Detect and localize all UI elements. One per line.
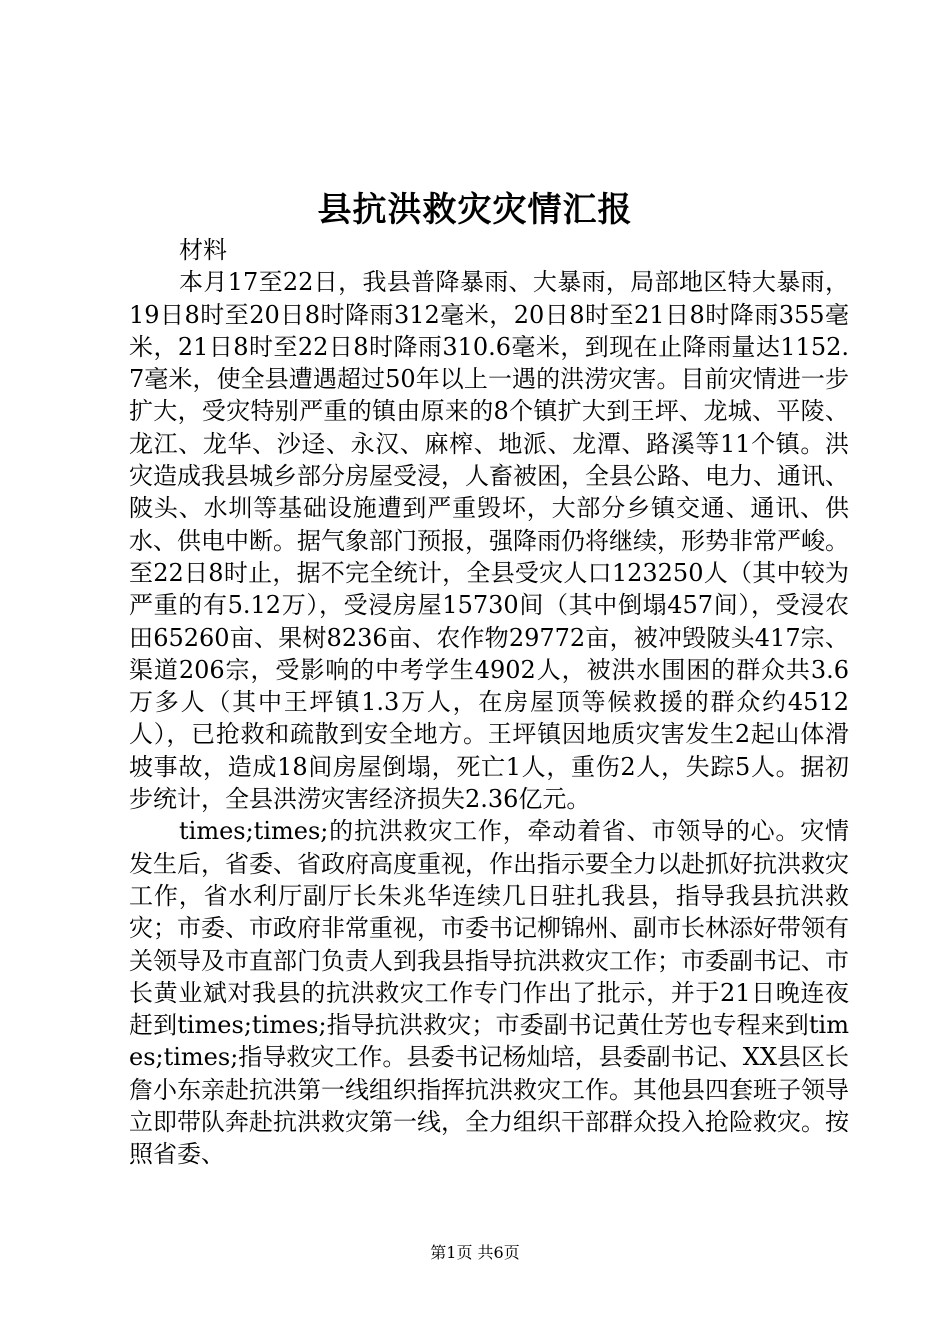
paragraph-leadership-response: times;times;的抗洪救灾工作，牵动着省、市领导的心。灾情发生后，省委、省政府高度重视，作出指示要全力以赴抓好抗洪救灾工作，省水利厅副厅长朱兆华连续几日驻扎我县，指导我县抗洪救灾；市委、市政府非常重视，市委书记柳锦州、副市长林添好带领有关领导及市直部门负责人到我县指导抗洪救灾工作；市委副书记、市长黄业斌对我县的抗洪救灾工作专门作出了批示，并于21日晚连夜赶到times;times;指导抗洪救灾；市委副书记黄仕芳也专程来到times;times;指导救灾工作。县委书记杨灿培，县委副书记、XX县区长詹小东亲赴抗洪第一线组织指挥抗洪救灾工作。其他县四套班子领导立即带队奔赴抗洪救灾第一线，全力组织干部群众投入抢险救灾。按照省委、 [129, 817, 849, 1169]
document-body [129, 234, 849, 1171]
document-title: 县抗洪救灾灾情汇报 [317, 190, 633, 230]
page-indicator: 第1页 共6页 [430, 1243, 520, 1262]
material-label: 材料 [179, 236, 227, 264]
paragraph-disaster-situation: 本月17至22日，我县普降暴雨、大暴雨，局部地区特大暴雨，19日8时至20日8时降雨312毫米，20日8时至21日8时降雨355毫米，21日8时至22日8时降雨310.6毫米，到现在止降雨量达1152.7毫米，使全县遭遇超过50年以上一遇的洪涝灾害。目前灾情进一步扩大，受灾特别严重的镇由原来的8个镇扩大到王坪、龙城、平陵、龙江、龙华、沙迳、永汉、麻榨、地派、龙潭、路溪等11个镇。洪灾造成我县城乡部分房屋受浸，人畜被困，全县公路、电力、通讯、陂头、水圳等基础设施遭到严重毁坏，大部分乡镇交通、通讯、供水、供电中断。据气象部门预报，强降雨仍将继续，形势非常严峻。至22日8时止，据不完全统计，全县受灾人口123250人（其中较为严重的有5.12万），受浸房屋15730间（其中倒塌457间），受浸农田65260亩、果树8236亩、农作物29772亩，被冲毁陂头417宗、渠道206宗，受影响的中考学生4902人，被洪水围困的群众共3.6万多人（其中王坪镇1.3万人，在房屋顶等候救援的群众约4512人），已抢救和疏散到安全地方。王坪镇因地质灾害发生2起山体滑坡事故，造成18间房屋倒塌，死亡1人，重伤2人，失踪5人。据初步统计，全县洪涝灾害经济损失2.36亿元。 [129, 268, 849, 814]
